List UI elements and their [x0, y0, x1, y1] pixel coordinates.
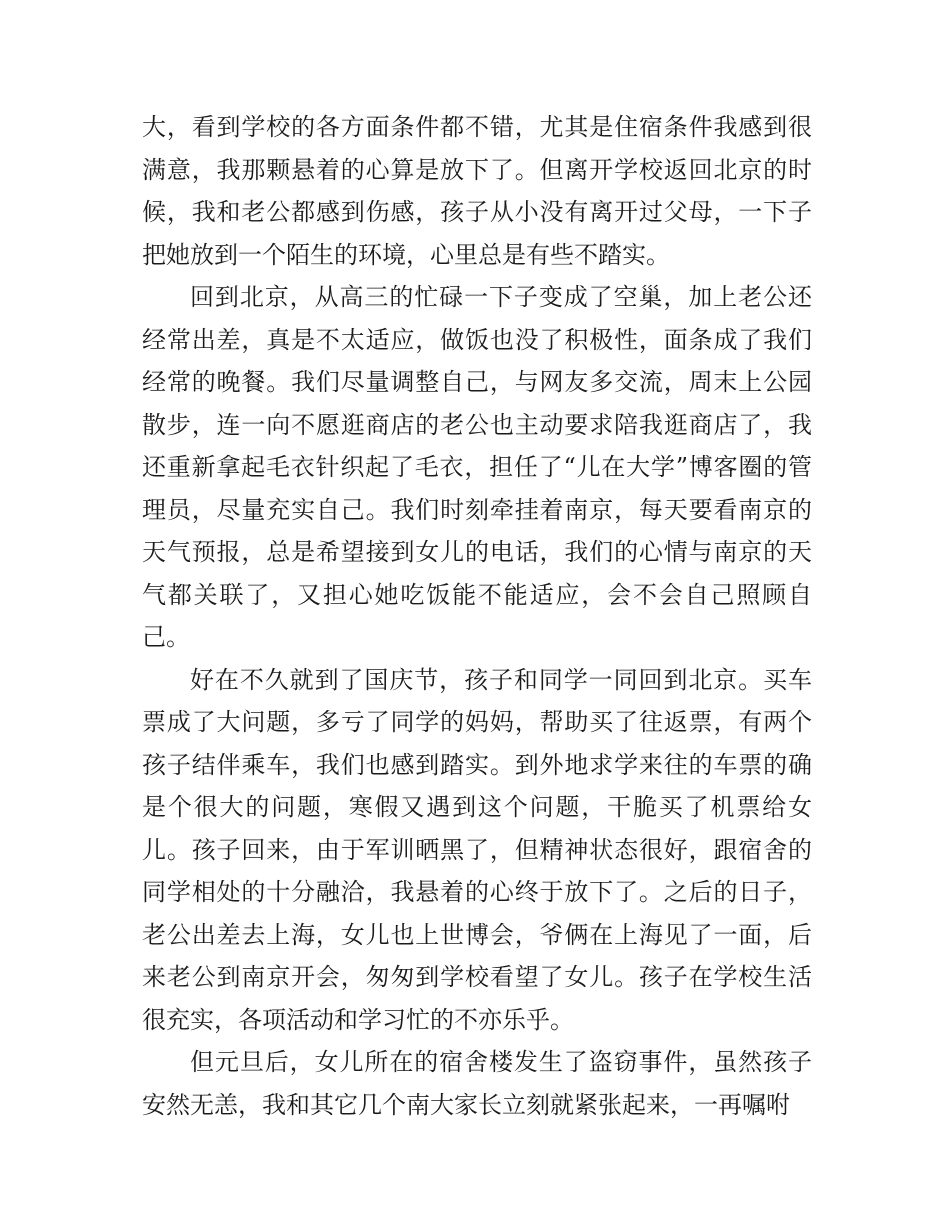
paragraph-1: 大，看到学校的各方面条件都不错，尤其是住宿条件我感到很满意，我那颗悬着的心算是放下了。但离开学校返回北京的时候，我和老公都感到伤感，孩子从小没有离开过父母，一下子把她放到一个陌生的环境，心里总是有些不踏实。: [142, 113, 812, 269]
paragraph-3: 好在不久就到了国庆节，孩子和同学一同回到北京。买车票成了大问题，多亏了同学的妈妈，帮助买了往返票，有两个孩子结伴乘车，我们也感到踏实。到外地求学来往的车票的确是个很大的问题，寒假又遇到这个问题，干脆买了机票给女儿。孩子回来，由于军训晒黑了，但精神状态很好，跟宿舍的同学相处的十分融洽，我悬着的心终于放下了。之后的日子，老公出差去上海，女儿也上世博会，爷俩在上海见了一面，后来老公到南京开会，匆匆到学校看望了女儿。孩子在学校生活很充实，各项活动和学习忙的不亦乐乎。: [142, 665, 812, 1034]
paragraph-4: 但元旦后，女儿所在的宿舍楼发生了盗窃事件，虽然孩子安然无恙，我和其它几个南大家长立刻就紧张起来，一再嘱咐: [142, 1048, 812, 1119]
document-body: [142, 106, 812, 1126]
paragraph-2: 回到北京，从高三的忙碌一下子变成了空巢，加上老公还经常出差，真是不太适应，做饭也没了积极性，面条成了我们经常的晚餐。我们尽量调整自己，与网友多交流，周末上公园散步，连一向不愿逛商店的老公也主动要求陪我逛商店了，我还重新拿起毛衣针织起了毛衣，担任了“儿在大学”博客圈的管理员，尽量充实自己。我们时刻牵挂着南京，每天要看南京的天气预报，总是希望接到女儿的电话，我们的心情与南京的天气都关联了，又担心她吃饭能不能适应，会不会自己照顾自己。: [142, 283, 812, 651]
